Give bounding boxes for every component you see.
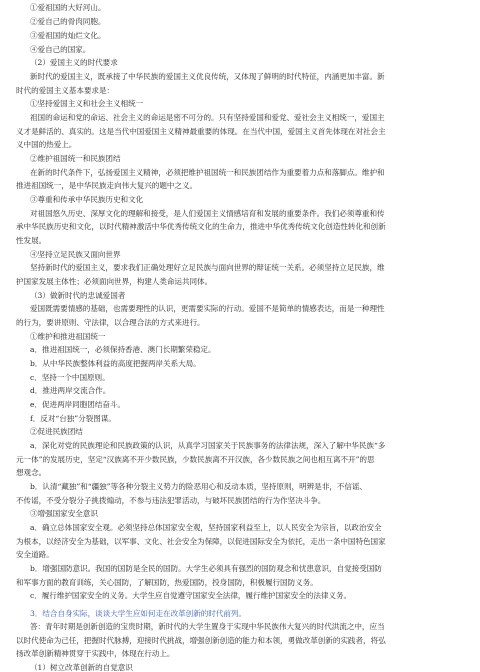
text-line: ③尊重和传承中华民族历史和文化 <box>30 195 144 204</box>
text-line: 新时代的爱国主义，既承接了中华民族的爱国主义优良传统，又体现了鲜明的时代特征，内涵更加丰富。新 <box>30 72 385 81</box>
text-line: 和军事方面的教育训练，关心国防，了解国防，热爱国防，投身国防，积极履行国防义务。 <box>16 578 318 587</box>
text-line: （1）树立改革创新的自觉意识 <box>30 663 133 672</box>
text-line: 义才是鲜活的、真实的。这是当代中国爱国主义精神最重要的体现。在当代中国，爱国主义首先体现在对社会主 <box>16 127 386 136</box>
text-line: 护国家发展主体性；必须面向世界，构建人类命运共同体。 <box>16 277 213 286</box>
text-line: 时代的爱国主义基本要求是： <box>16 86 115 95</box>
text-line: 对祖国悠久历史、深厚文化的理解和接受，是人们爱国主义情感培育和发展的重要条件。我们必须尊重和传 <box>30 209 385 218</box>
text-line: （3）做新时代的忠诚爱国者 <box>30 291 126 300</box>
text-line: c．坚持一个中国原则。 <box>30 373 110 382</box>
text-line: 性发展。 <box>16 236 47 245</box>
text-line: 元一体”的发展历史，坚定“汉族离不开少数民族，少数民族离不开汉族，各少数民族之间也相互离不开”的思 <box>16 455 375 464</box>
text-line: ③爱祖国的灿烂文化。 <box>30 31 106 40</box>
text-line: f．反对“台独”分裂图谋。 <box>30 414 116 423</box>
text-line: 推进祖国统一，是中华民族走向伟大复兴的题中之义。 <box>16 181 198 190</box>
text-line: ③增强国家安全意识 <box>30 509 98 518</box>
text-line: ①坚持爱国主义和社会主义相统一 <box>30 99 144 108</box>
text-line: a．确立总体国家安全观。必须坚持总体国家安全观，坚持国家利益至上，以人民安全为宗旨，以政治安全 <box>30 523 382 532</box>
text-line: 坚持新时代的爱国主义，要求我们正确处理好立足民族与面向世界的辩证统一关系。必须坚持立足民族，维 <box>30 263 385 272</box>
text-line: 想观念。 <box>16 468 47 477</box>
text-line: 爱国既需要情感的基础，也需要理性的认识，更需要实际的行动。爱国不是简单的情感表达，而是一种理性 <box>30 304 385 313</box>
text-line: 祖国的命运和党的命运、社会主义的命运是密不可分的。只有坚持爱国和爱党、爱社会主义相统一，爱国主 <box>30 113 385 122</box>
text-line: 的行为，要讲原则、守法律，以合理合法的方式来进行。 <box>16 318 205 327</box>
text-line: 安全道路。 <box>16 550 54 559</box>
text-line: 以时代使命为己任，把握时代脉搏，迎接时代挑战，增强创新创造的能力和本领，勇做改革创新的实践者，将弘 <box>16 636 386 645</box>
text-line: ①爱祖国的大好河山。 <box>30 3 106 12</box>
text-line: ②维护祖国统一和民族团结 <box>30 154 121 163</box>
text-line: 为根本，以经济安全为基础，以军事、文化、社会安全为保障，以促进国际安全为依托，走出一条中国特色国家 <box>16 537 386 546</box>
text-line: ④爱自己的国家。 <box>30 45 91 54</box>
text-line: b．从中华民族整体利益的高度把握两岸关系大局。 <box>30 359 201 368</box>
text-line: 扬改革创新精神贯穿于实践中，体现在行动上。 <box>16 649 175 658</box>
text-line: e．促进两岸同胞团结奋斗。 <box>30 400 125 409</box>
text-line: ②爱自己的骨肉同胞。 <box>30 17 106 26</box>
text-line: a．深化对党的民族理论和民族政策的认识，从真学习国家关于民族事务的法律法规，深入了解中华民族“多 <box>30 441 386 450</box>
text-line: b．增强国防意识。我国的国防是全民的国防。大学生必须具有强烈的国防观念和忧患意识，自觉接受国防 <box>30 564 382 573</box>
text-line: b．认清“藏独”和“疆独”等各种分裂主义势力的险恶用心和反动本质，坚持原则，明辨是非，不信谣、 <box>30 482 367 491</box>
text-line: c．履行维护国家安全的义务。大学生应自觉遵守国家安全法律，履行维护国家安全的法律义务。 <box>30 591 352 600</box>
question-heading: 3．结合自身实际，谈谈大学生应如何走在改革创新的时代前列。 <box>30 609 247 618</box>
text-line: ①维护和推进祖国统一 <box>30 332 106 341</box>
text-line: 答：青年时期是创新创造的宝贵时期，新时代的大学生置身于实现中华民族伟大复兴的时代洪流之中，应当 <box>30 622 385 631</box>
text-line: 在新的时代条件下，弘扬爱国主义精神，必须把维护祖国统一和民族团结作为重要着力点和落脚点。维护和 <box>30 168 385 177</box>
text-line: ④坚持立足民族又面向世界 <box>30 250 121 259</box>
text-line: 义中国的热爱上。 <box>16 140 77 149</box>
text-line: ②促进民族团结 <box>30 427 83 436</box>
text-line: 不传谣，不受分裂分子挑拨煽动，不参与违法犯罪活动，与破坏民族团结的行为作坚决斗争。 <box>16 496 326 505</box>
text-line: a．推进祖国统一，必须保持香港、澳门长期繁荣稳定。 <box>30 345 216 354</box>
text-line: d．推进两岸交流合作。 <box>30 386 111 395</box>
text-line: 承中华民族历史和文化，以时代精神激活中华优秀传统文化的生命力，推进中华优秀传统文化创造性转化和创新 <box>16 222 386 231</box>
text-line: （2）爱国主义的时代要求 <box>30 58 118 67</box>
